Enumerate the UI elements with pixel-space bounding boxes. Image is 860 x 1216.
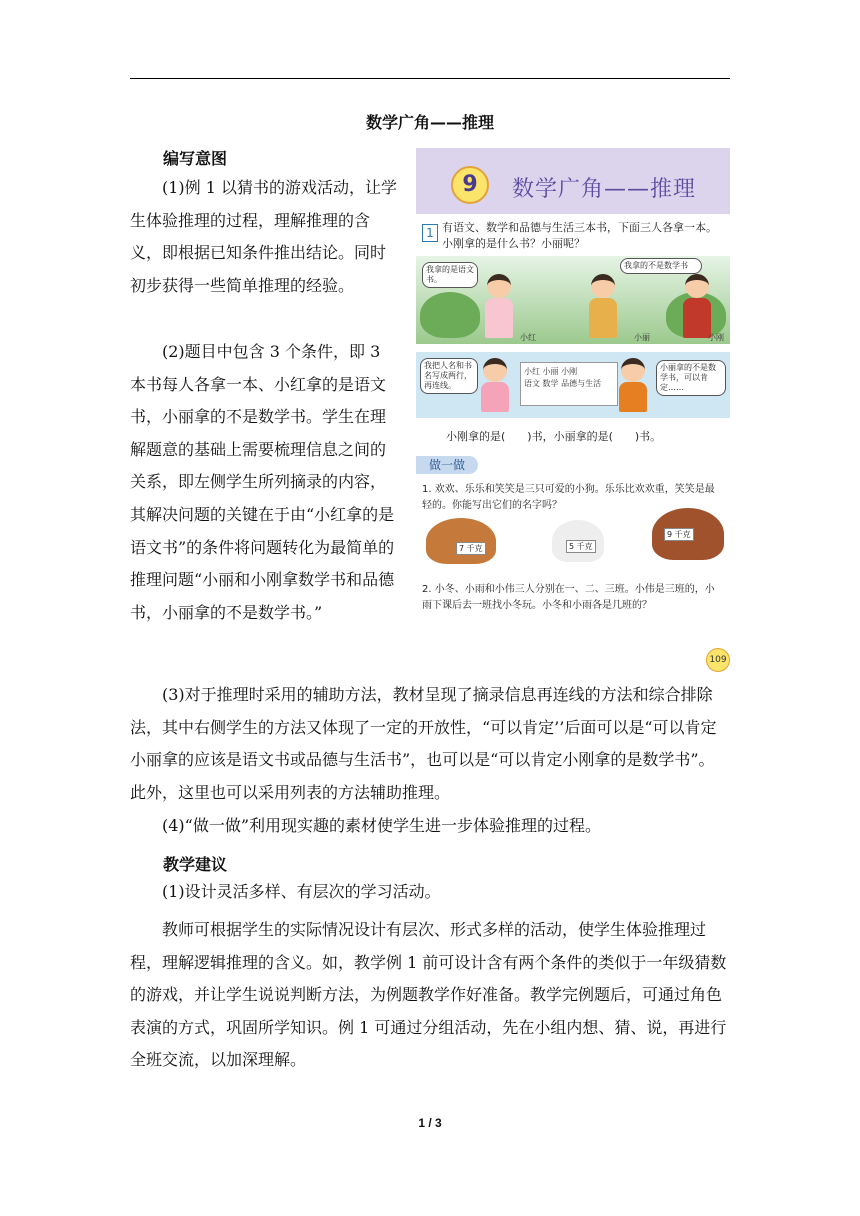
child-xiaoli-figure [586,274,620,344]
speech-bubble-xiaoli: 我拿的不是数学书 [620,258,702,274]
example-number: 1 [422,224,438,242]
do-it-label: 做一做 [416,456,478,474]
label-xiaohong: 小红 [520,333,536,342]
page-title: 数学广角——推理 [365,113,494,132]
scene-reasoning-methods [416,352,730,418]
fill-in-blank: 小刚拿的是( )书，小丽拿的是( )书。 [446,430,662,443]
chapter-title: 数学广角——推理 [512,177,697,202]
exercise-question-1: 1. 欢欢、乐乐和笑笑是三只可爱的小狗。乐乐比欢欢重，笑笑是最轻的。你能写出它们的名字吗？ [422,484,715,511]
header-rule [130,78,730,79]
textbook-page-image [416,148,730,674]
paragraph-intent-4: (4)“做一做”利用现实趣的素材使学生进一步体验推理的过程。 [162,816,602,835]
child-right-figure [616,358,650,418]
paragraph-intent-1: (1)例 1 以猜书的游戏活动，让学生体验推理的过程，理解推理的含义，即根据已知条件推出结论。同时初步获得一些简单推理的经验。 [130,178,398,295]
label-xiaogang: 小刚 [708,333,724,342]
card-books: 语文 数学 品德与生活 [524,379,602,388]
child-left-figure [478,358,512,418]
textbook-page-number: 109 [706,648,730,672]
paragraph-suggestion-2: 教师可根据学生的实际情况设计有层次、形式多样的活动，使学生体验推理过程，理解逻辑推理的含义。如，教学例 1 前可设计含有两个条件的类似于一年级猜数的游戏，并让学生说说判断方法，为例题教学作好准备。教学完例题后，可通过角色表演的方式，巩固所学知识。例 1 可通过分组活动，先在小组内想、猜、说，再进行全班交流，以加深理解。 [130,920,727,1070]
label-xiaoli: 小丽 [634,333,650,342]
dog-weight-tag-1: 7 千克 [456,542,486,555]
example-text: 有语文、数学和品德与生活三本书，下面三人各拿一本。小刚拿的是什么书？小丽呢？ [442,221,717,250]
exercise-question-2: 2. 小冬、小雨和小伟三人分别在一、二、三班。小伟是三班的，小雨下课后去一班找小冬玩。小冬和小雨各是几班的？ [422,584,715,611]
card-names: 小红 小丽 小刚 [524,367,578,376]
dog-weight-tag-2: 5 千克 [566,540,596,553]
paragraph-suggestion-1: (1)设计灵活多样、有层次的学习活动。 [162,882,441,901]
dog-illustration-1 [426,518,496,564]
paragraph-intent-3: (3)对于推理时采用的辅助方法，教材呈现了摘录信息再连线的方法和综合排除法，其中右侧学生的方法又体现了一定的开放性，“可以肯定’’后面可以是“可以肯定小丽拿的应该是语文书或品德与生活书”，也可以是“可以肯定小刚拿的是数学书”。此外，这里也可以采用列表的方法辅助推理。 [130,685,717,802]
page-counter: 1 / 3 [418,1116,442,1130]
child-xiaohong-figure [482,274,516,344]
speech-bubble-right-method: 小丽拿的不是数学书，可以肯定…… [656,360,726,396]
paragraph-intent-2: (2)题目中包含 3 个条件，即 3 本书每人各拿一本、小红拿的是语文书，小丽拿的不是数学书。学生在理解题意的基础上需要梳理信息之间的关系，即左侧学生所列摘录的内容，其解决问题的关键在于由“小红拿的是语文书”的条件将问题转化为最简单的推理问题“小丽和小刚拿数学书和品德书，小丽拿的不是数学书。” [130,342,395,622]
tree-illustration [420,292,480,338]
match-card [520,362,618,406]
dog-weight-tag-3: 9 千克 [664,528,694,541]
heading-writing-intent: 编写意图 [163,149,228,168]
speech-bubble-xiaohong: 我拿的是语文书。 [422,262,478,288]
chapter-number: 9 [451,166,489,204]
scene-three-children [416,256,730,344]
speech-bubble-left-method: 我把人名和书名写成两行，再连线。 [420,358,478,394]
heading-teaching-suggestions: 教学建议 [163,855,228,874]
